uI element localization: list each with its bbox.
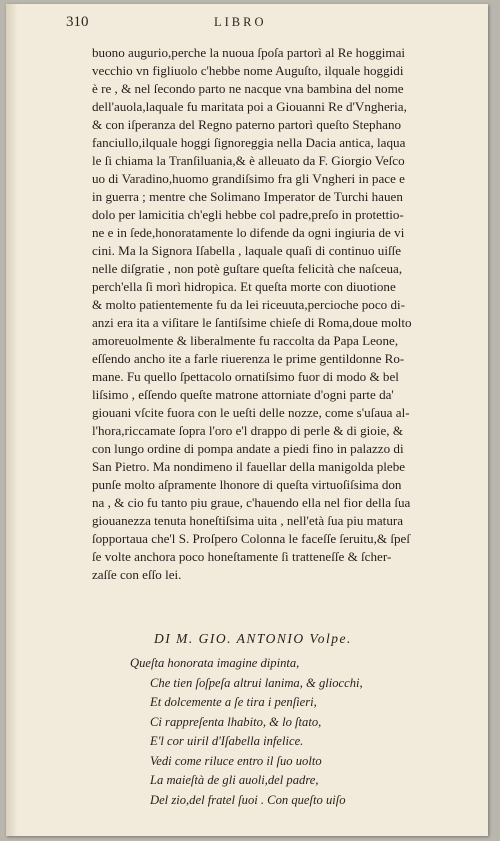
poem-line: Et dolcemente a ſe tira i penſieri, [150,695,317,709]
body-line: anzi era ita a viſitare le ſantiſsime chieſe di Roma,doue molto [92,315,412,330]
body-line: ſopportaua che'l S. Proſpero Colonna le faceſſe ſeruitu,& ſpeſ [92,531,410,546]
body-line: ſe volte anchora poco honeſtamente ſi tratteneſſe & ſcher- [92,549,392,564]
running-head [6,12,488,34]
body-line: cini. Ma la Signora Iſabella , laquale quaſi di continuo uiſſe [92,243,402,258]
body-line: dell'auola,laquale fu maritata poi a Giouanni Re d'Vngheria, [92,99,407,114]
body-line: dolo per lamicitia ch'egli hebbe col padre,preſo in protettio- [92,207,404,222]
poem-line: Che tien ſoſpeſa altrui lanima, & gliocchi, [150,675,363,690]
poem-heading: DI M. GIO. ANTONIO Volpe. [154,631,352,646]
body-line: San Pietro. Ma nondimeno il fauellar della manigolda plebe [92,459,406,474]
body-line: perch'ella ſi morì hidropica. Et queſta morte con diuotione [92,279,396,294]
body-text [92,44,476,584]
poem-line: La maieſtà de gli auoli,del padre, [150,773,319,787]
poem-line: E'l cor uiril d'Iſabella infelice. [150,734,304,748]
poem-line: Del zio,del fratel ſuoi . Con queſto uiſo [150,792,346,807]
body-line: giouani vſcite fuora con le ueſti delle nozze, come s'uſaua al- [92,405,410,420]
body-line: amoreuolmente & liberalmente fu raccolta da Papa Leone, [92,333,399,348]
body-line: giouanezza tenuta honeſtiſsima uita , nell'età ſua piu matura [92,513,404,528]
poem-line: Queſta honorata imagine dipinta, [130,656,300,670]
poem [130,654,460,810]
body-line: na , & cio fu tanto piu graue, c'hauendo ella nel fior della ſua [92,495,411,510]
body-line: è re , & nel ſecondo parto ne nacque vna bambina del nome [92,81,404,96]
page-number: 310 [66,14,89,30]
body-line: eſſendo ancho ite a farle riuerenza le prime gentildonne Ro- [92,351,405,366]
body-line: l'hora,riccamate ſopra l'oro e'l drappo di perle & di gioie, & [92,423,404,438]
body-line: in guerra ; mentre che Solimano Imperator de Turchi hauen [92,189,403,204]
body-line: vecchio vn figliuolo c'hebbe nome Auguſto, ilquale hoggidi [92,63,404,78]
poem-line: Vedi come riluce entro il ſuo uolto [150,753,322,768]
body-line: mane. Fu quello ſpettacolo ornatiſsimo fuor di modo & bel [92,369,399,384]
body-line: zaſſe con eſſo lei. [92,567,182,582]
poem-line: Ci rappreſenta lhabito, & lo ſtato, [150,714,322,729]
body-line: & con iſperanza del Regno paterno partorì queſto Stephano [92,117,402,132]
body-line: liſsimo , eſſendo queſte matrone attorniate d'ogni parte da' [92,387,394,402]
page-gutter-shadow [6,4,18,836]
body-line: nelle diſgratie , non potè guſtare queſta felicità che naſceua, [92,261,403,276]
body-line: ne e in ſede,honoratamente lo difende da ogni ingiuria de vi [92,225,405,240]
body-line: fanciullo,ilquale hoggi ſignoreggia nella Dacia antica, laqua [92,135,406,150]
book-page [6,4,488,836]
body-line: & molto patientemente fu da lei riceuuta,percioche poco di- [92,297,406,312]
body-line: le ſi chiama la Tranſiluania,& è alleuato da F. Giorgio Veſco [92,153,405,168]
body-line: buono augurio,perche la nuoua ſpoſa partorì al Re hoggimai [92,45,406,60]
body-line: punſe molto aſpramente lhonore di queſta virtuoſiſsima don [92,477,402,492]
running-title: LIBRO [214,15,267,29]
body-line: uo di Varadino,huomo grandiſsimo fra gli Vngheri in pace e [92,171,405,186]
body-line: con lungo ordine di pompa andate a piedi fino in palazzo di [92,441,404,456]
